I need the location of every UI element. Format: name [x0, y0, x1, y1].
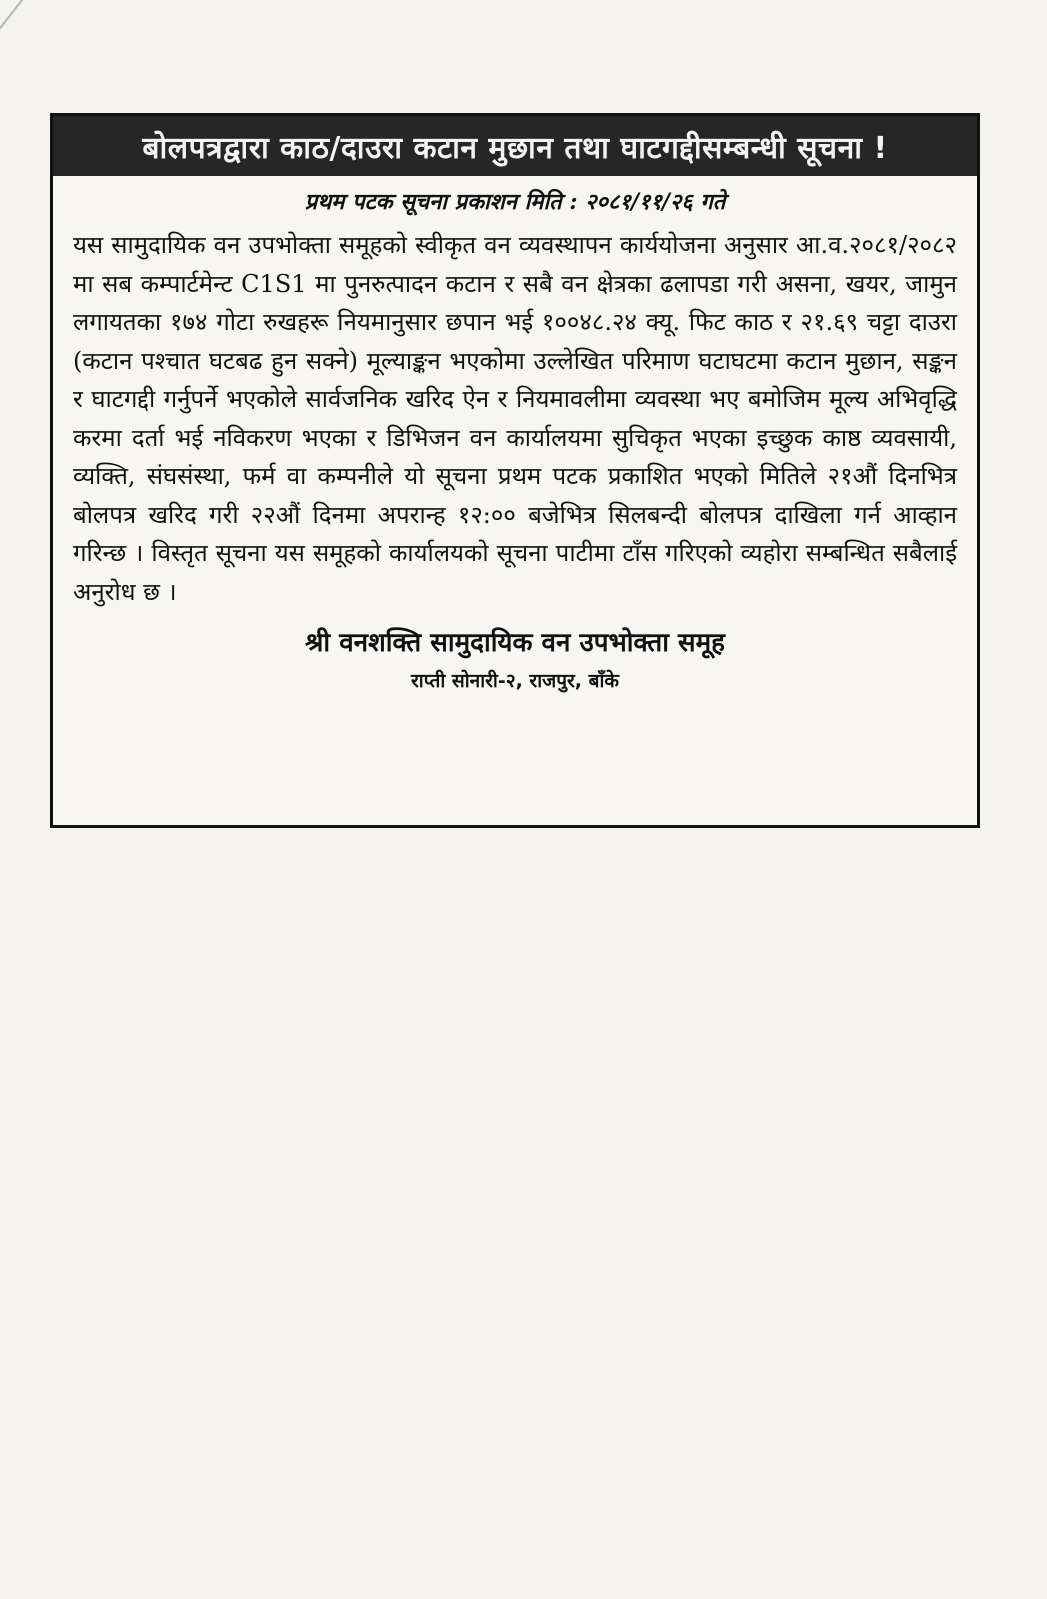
publish-date: प्रथम पटक सूचना प्रकाशन मिति : २०८१/११/२६ गते — [304, 189, 726, 215]
organization-address: राप्ती सोनारी-२, राजपुर, बाँके — [411, 670, 619, 692]
paper-fold-mark — [0, 0, 46, 42]
organization-name: श्री वनशक्ति सामुदायिक वन उपभोक्ता समूह — [305, 628, 725, 658]
notice-box — [50, 113, 980, 828]
notice-title: बोलपत्रद्वारा काठ/दाउरा कटान मुछान तथा घाटगद्दीसम्बन्धी सूचना ! — [53, 116, 977, 176]
notice-body: यस सामुदायिक वन उपभोक्ता समूहको स्वीकृत वन व्यवस्थापन कार्ययोजना अनुसार आ.व.२०८१/२०८२ मा सब कम्पार्टमेन्ट C1S1 मा पुनरुत्पादन कटान र सबै वन क्षेत्रका ढलापडा गरी असना, खयर, जामुन लगायतका १७४ गोटा रुखहरू नियमानुसार छपान भई १००४८.२४ क्यू. फिट काठ र २१.६९ चट्टा दाउरा (कटान पश्चात घटबढ हुन सक्ने) मूल्याङ्कन भएकोमा उल्लेखित परिमाण घटाघटमा कटान मुछान, सङ्कन र घाटगद्दी गर्नुपर्ने भएकोले सार्वजनिक खरिद ऐन र नियमावलीमा व्यवस्था भए बमोजिम मूल्य अभिवृद्धि करमा दर्ता भई नविकरण भएका र डिभिजन वन कार्यालयमा सुचिकृत भएका इच्छुक काष्ठ व्यवसायी, व्यक्ति, संघसंस्था, फर्म वा कम्पनीले यो सूचना प्रथम पटक प्रकाशित भएको मितिले २१औं दिनभित्र बोलपत्र खरिद गरी २२औं दिनमा अपरान्ह १२:०० बजेभित्र सिलबन्दी बोलपत्र दाखिला गर्न आव्हान गरिन्छ । विस्तृत सूचना यस समूहको कार्यालयको सूचना पाटीमा टाँस गरिएको व्यहोरा सम्बन्धित सबैलाई अनुरोध छ । — [73, 231, 957, 606]
